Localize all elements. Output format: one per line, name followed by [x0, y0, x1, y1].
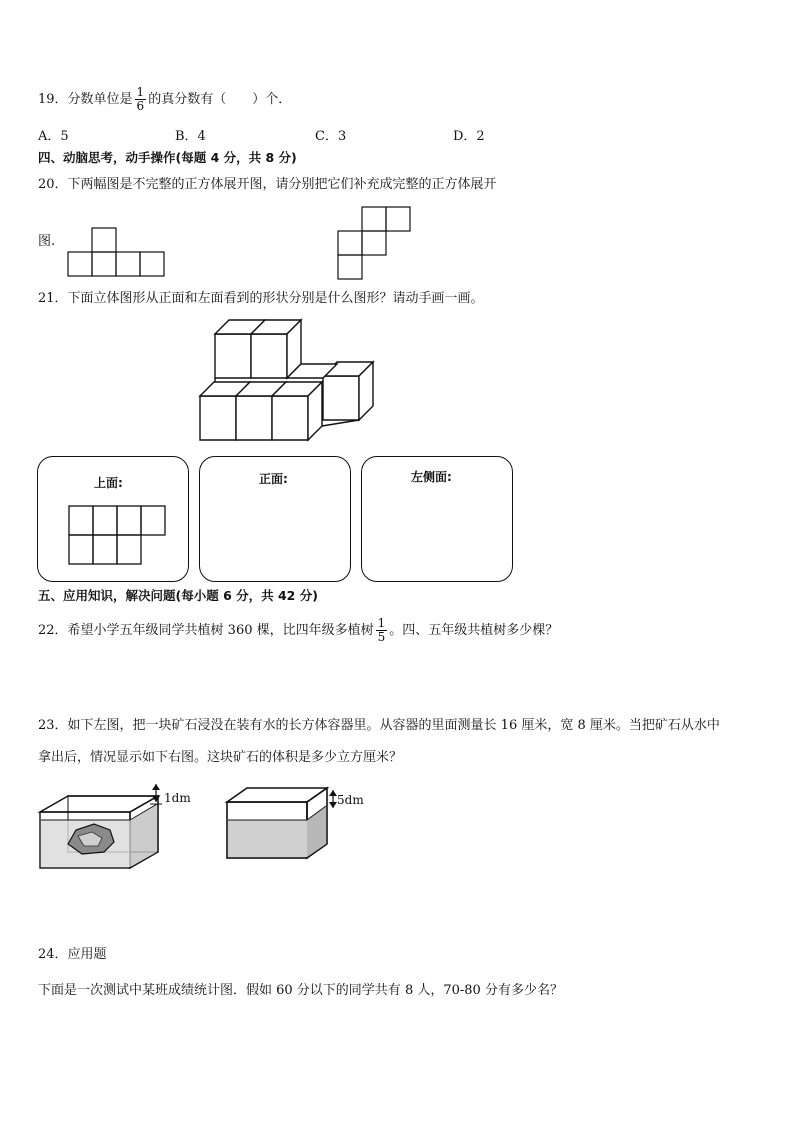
- q23-text-line1: 23．如下左图，把一块矿石浸没在装有水的长方体容器里。从容器的里面测量长 16 厘米，宽 8 厘米。当把矿石从水中: [38, 718, 720, 733]
- q23-label-right: 5dm: [337, 793, 364, 807]
- q19-question: [38, 86, 291, 113]
- q19-option-d: D．2: [453, 129, 485, 144]
- q19-fraction: [135, 86, 147, 113]
- q20-text-line1: 20．下两幅图是不完整的正方体展开图，请分别把它们补充成完整的正方体展开: [38, 177, 497, 192]
- view-title-front: 正面:: [259, 472, 288, 486]
- q20-net-right: [338, 207, 413, 282]
- q19-option-a: A．5: [38, 129, 69, 144]
- q24-text: 下面是一次测试中某班成绩统计图．假如 60 分以下的同学共有 8 人，70-80 分有多少名？: [38, 983, 563, 998]
- q19-option-b: B．4: [175, 129, 206, 144]
- q23-left-container: [38, 780, 198, 870]
- q21-3d-figure: [198, 318, 378, 443]
- q23-text-line2: 拿出后，情况显示如下右图。这块矿石的体积是多少立方厘米？: [38, 750, 403, 765]
- q19-frac-num: 1: [136, 85, 145, 99]
- q19-option-c: C．3: [315, 129, 347, 144]
- q20-text-line2: 图.: [38, 234, 56, 249]
- section5-title: 五、应用知识，解决问题(每小题 6 分，共 42 分): [38, 588, 318, 603]
- q19-prefix: 19．分数单位是: [38, 92, 133, 107]
- q22-fraction: [376, 617, 388, 644]
- q23-right-container: [225, 786, 385, 866]
- q20-net-left: [68, 228, 168, 278]
- q22-prefix: 22．希望小学五年级同学共植树 360 棵，比四年级多植树: [38, 623, 374, 638]
- section4-title: 四、动脑思考，动手操作(每题 4 分，共 8 分): [38, 150, 297, 165]
- q22-question: [38, 617, 558, 644]
- q22-frac-den: 5: [377, 630, 386, 644]
- q19-suffix: 的真分数有（ ）个．: [148, 92, 292, 107]
- q22-suffix: 。四、五年级共植树多少棵？: [389, 623, 559, 638]
- q21-text: 21．下面立体图形从正面和左面看到的形状分别是什么图形？请动手画一画。: [38, 291, 484, 306]
- top-view-grid: [69, 506, 169, 566]
- q22-frac-num: 1: [377, 616, 386, 630]
- view-title-top: 上面:: [94, 476, 123, 490]
- q23-label-left: 1dm: [164, 791, 191, 805]
- view-title-left-side: 左侧面:: [411, 470, 452, 484]
- q19-frac-den: 6: [136, 99, 145, 113]
- q24-title: 24．应用题: [38, 947, 107, 962]
